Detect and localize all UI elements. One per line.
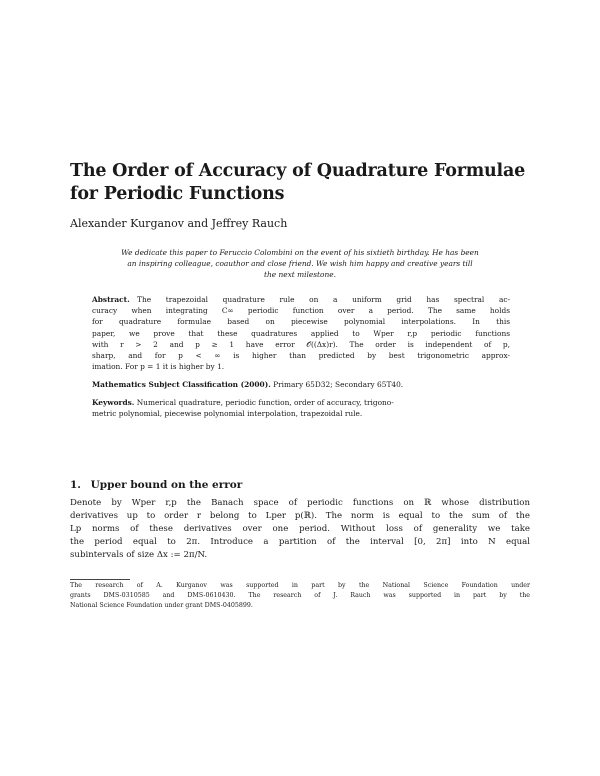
msc-label: Mathematics Subject Classification (2000). — [92, 380, 271, 389]
dedication-line: We dedicate this paper to Feruccio Colombini on the event of his sixtieth birthday. He has been — [121, 248, 479, 257]
footnote-line: National Science Foundation under grant DMS-0405899. — [70, 601, 253, 609]
dedication-line: an inspiring colleague, coauthor and close friend. We wish him happy and creative years till — [127, 259, 473, 268]
section-number: 1. — [70, 479, 81, 491]
abstract-line: sharp, and for p < ∞ is higher than predicted by best trigonometric approx- — [92, 351, 510, 361]
body-line: Lp norms of these derivatives over one period. Without loss of generality we take — [70, 524, 530, 534]
body-line: derivatives up to order r belong to Lper p(ℝ). The norm is equal to the sum of the — [70, 511, 530, 521]
abstract-line: for quadrature formulae based on piecewise polynomial interpolations. In this — [92, 317, 510, 327]
section-body — [70, 497, 530, 562]
dedication — [70, 247, 530, 280]
abstract-label: Abstract. — [92, 295, 130, 304]
keywords — [92, 397, 510, 419]
keywords-line: Keywords. Numerical quadrature, periodic function, order of accuracy, trigono- — [92, 398, 394, 407]
body-line: Denote by Wper r,p the Banach space of periodic functions on ℝ whose distribution — [70, 498, 530, 508]
paper-authors: Alexander Kurganov and Jeffrey Rauch — [70, 217, 288, 230]
msc-classification — [92, 379, 510, 390]
paper-title — [70, 160, 540, 206]
footnote-rule — [70, 579, 130, 580]
footnote-line: The research of A. Kurganov was supported in part by the National Science Foundation under — [70, 582, 530, 589]
msc-text: Primary 65D32; Secondary 65T40. — [273, 380, 404, 389]
abstract — [92, 294, 510, 372]
section-heading — [70, 479, 242, 491]
abstract-line: imation. For p = 1 it is higher by 1. — [92, 362, 225, 372]
section-title: Upper bound on the error — [90, 479, 243, 491]
abstract-line: Abstract. The trapezoidal quadrature rule on a uniform grid has spectral ac- — [92, 295, 510, 304]
keywords-label: Keywords. — [92, 398, 135, 407]
body-line: the period equal to 2π. Introduce a partition of the interval [0, 2π] into N equal — [70, 537, 530, 547]
abstract-line: curacy when integrating C∞ periodic function over a period. The same holds — [92, 306, 510, 316]
dedication-line: the next milestone. — [264, 270, 336, 279]
abstract-line: with r > 2 and p ≥ 1 have error 𝒪((Δx)r). The order is independent of p, — [92, 339, 510, 349]
title-line: The Order of Accuracy of Quadrature Formulae — [70, 161, 526, 181]
abstract-line: paper, we prove that these quadratures applied to Wper r,p periodic functions — [92, 328, 510, 338]
footnote — [70, 581, 530, 610]
footnote-line: grants DMS-0310585 and DMS-0610430. The research of J. Rauch was supported in part by the — [70, 591, 530, 599]
keywords-line: metric polynomial, piecewise polynomial interpolation, trapezoidal rule. — [92, 409, 363, 419]
body-line: subintervals of size Δx := 2π/N. — [70, 550, 208, 560]
title-line: for Periodic Functions — [70, 184, 285, 204]
